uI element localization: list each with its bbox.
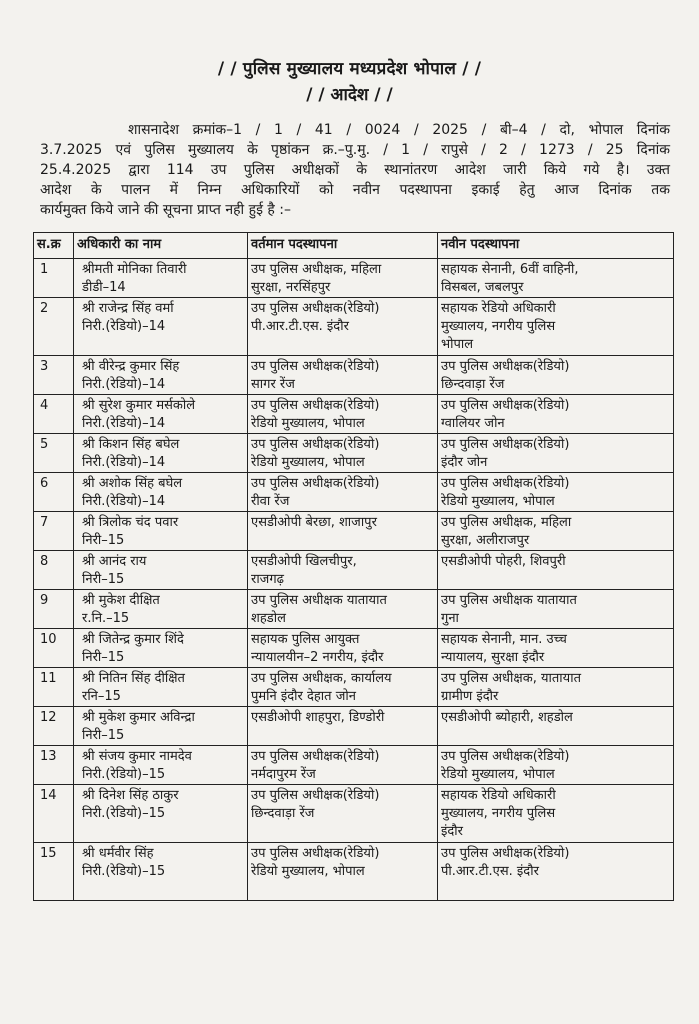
cell-new-posting <box>438 590 674 629</box>
cell-line: निरी.(रेडियो)–14 <box>82 377 166 392</box>
cell-line: एसडीओपी बेरछा, शाजापुर <box>251 515 377 530</box>
cell-line: सुरक्षा, नरसिंहपुर <box>251 280 331 295</box>
cell-line: इंदौर जोन <box>441 455 488 470</box>
cell-line: श्री किशन सिंह बघेल <box>82 437 180 452</box>
cell-line: उप पुलिस अधीक्षक(रेडियो) <box>251 749 380 764</box>
cell-new-posting <box>438 668 674 707</box>
cell-line: रेडियो मुख्यालय, भोपाल <box>251 455 365 470</box>
cell-line: एसडीओपी शाहपुरा, डिण्डोरी <box>251 710 385 725</box>
paragraph-line: आदेश के पालन में निम्न अधिकारियों को नवीन पदस्थापना इकाई हेतु आज दिनांक तक <box>40 182 670 198</box>
cell-line: श्री अशोक सिंह बघेल <box>82 476 183 491</box>
cell-line: मुख्यालय, नगरीय पुलिस <box>441 806 556 821</box>
cell-line: उप पुलिस अधीक्षक, महिला <box>251 262 382 277</box>
table-row <box>34 707 674 746</box>
cell-sno: 5 <box>34 434 74 473</box>
cell-line: पी.आर.टी.एस. इंदौर <box>251 319 349 334</box>
cell-officer-name <box>74 356 248 395</box>
cell-new-posting <box>438 843 674 901</box>
cell-new-posting <box>438 356 674 395</box>
table-row <box>34 512 674 551</box>
paragraph-line: 3.7.2025 एवं पुलिस मुख्यालय के पृष्ठांकन क्र.–पु.मु. / 1 / रापुसे / 2 / 1273 / 25 दिनांक <box>40 142 670 158</box>
cell-line: निरी–15 <box>82 533 125 548</box>
cell-line: श्री राजेन्द्र सिंह वर्मा <box>82 301 174 316</box>
cell-line: पुमनि इंदौर देहात जोन <box>251 689 356 704</box>
cell-line: मुख्यालय, नगरीय पुलिस <box>441 319 556 334</box>
cell-sno: 14 <box>34 785 74 843</box>
cell-new-posting <box>438 785 674 843</box>
cell-line: निरी.(रेडियो)–14 <box>82 455 166 470</box>
cell-new-posting <box>438 629 674 668</box>
order-heading: / / आदेश / / <box>306 85 393 105</box>
cell-line: निरी.(रेडियो)–14 <box>82 494 166 509</box>
cell-line: निरी.(रेडियो)–15 <box>82 767 166 782</box>
cell-officer-name <box>74 298 248 356</box>
cell-new-posting <box>438 512 674 551</box>
cell-line: सहायक रेडियो अधिकारी <box>441 788 556 803</box>
cell-officer-name <box>74 473 248 512</box>
cell-line: उप पुलिस अधीक्षक, यातायात <box>441 671 581 686</box>
cell-line: छिन्दवाड़ा रेंज <box>251 806 315 821</box>
cell-line: श्री संजय कुमार नामदेव <box>82 749 192 764</box>
table-row <box>34 551 674 590</box>
cell-line: श्री मुकेश दीक्षित <box>82 593 160 608</box>
cell-current-posting <box>248 551 438 590</box>
cell-current-posting <box>248 298 438 356</box>
cell-line: उप पुलिस अधीक्षक यातायात <box>251 593 387 608</box>
cell-line: उप पुलिस अधीक्षक(रेडियो) <box>251 476 380 491</box>
cell-line: शहडोल <box>251 611 286 626</box>
cell-line: रीवा रेंज <box>251 494 290 509</box>
cell-officer-name <box>74 590 248 629</box>
cell-line: डीडी–14 <box>82 280 126 295</box>
cell-line: ग्वालियर जोन <box>441 416 505 431</box>
cell-line: निरी–15 <box>82 728 125 743</box>
cell-line: सुरक्षा, अलीराजपुर <box>441 533 530 548</box>
cell-line: उप पुलिस अधीक्षक(रेडियो) <box>441 749 570 764</box>
cell-line: नर्मदापुरम रेंज <box>251 767 316 782</box>
cell-line: उप पुलिस अधीक्षक(रेडियो) <box>441 398 570 413</box>
cell-sno: 2 <box>34 298 74 356</box>
cell-officer-name <box>74 512 248 551</box>
cell-line: निरी.(रेडियो)–15 <box>82 864 166 879</box>
cell-current-posting <box>248 843 438 901</box>
cell-line: सागर रेंज <box>251 377 295 392</box>
cell-new-posting <box>438 473 674 512</box>
cell-new-posting <box>438 551 674 590</box>
cell-sno: 8 <box>34 551 74 590</box>
cell-line: निरी–15 <box>82 650 125 665</box>
cell-line: उप पुलिस अधीक्षक(रेडियो) <box>251 788 380 803</box>
cell-line: विसबल, जबलपुर <box>441 280 524 295</box>
cell-line: उप पुलिस अधीक्षक(रेडियो) <box>441 846 570 861</box>
cell-sno: 7 <box>34 512 74 551</box>
cell-current-posting <box>248 746 438 785</box>
header-sno: स.क्र <box>34 233 74 259</box>
header-officer-name: अधिकारी का नाम <box>74 233 248 259</box>
cell-line: एसडीओपी पोहरी, शिवपुरी <box>441 554 566 569</box>
cell-line: सहायक रेडियो अधिकारी <box>441 301 556 316</box>
cell-new-posting <box>438 395 674 434</box>
cell-new-posting <box>438 259 674 298</box>
cell-officer-name <box>74 785 248 843</box>
table-header-row <box>34 233 674 259</box>
cell-officer-name <box>74 668 248 707</box>
officers-table <box>33 232 674 901</box>
cell-line: निरी–15 <box>82 572 125 587</box>
cell-sno: 13 <box>34 746 74 785</box>
cell-officer-name <box>74 707 248 746</box>
cell-line: गुना <box>441 611 459 626</box>
cell-current-posting <box>248 590 438 629</box>
cell-line: उप पुलिस अधीक्षक(रेडियो) <box>441 359 570 374</box>
cell-current-posting <box>248 259 438 298</box>
cell-sno: 12 <box>34 707 74 746</box>
table-row <box>34 434 674 473</box>
cell-line: रेडियो मुख्यालय, भोपाल <box>441 494 555 509</box>
cell-line: श्री मुकेश कुमार अविन्द्रा <box>82 710 195 725</box>
cell-new-posting <box>438 746 674 785</box>
cell-current-posting <box>248 668 438 707</box>
cell-new-posting <box>438 707 674 746</box>
cell-line: न्यायालय, सुरक्षा इंदौर <box>441 650 545 665</box>
cell-line: भोपाल <box>441 337 474 352</box>
cell-officer-name <box>74 434 248 473</box>
cell-line: न्यायालयीन–2 नगरीय, इंदौर <box>251 650 384 665</box>
cell-line: एसडीओपी ब्योहारी, शहडोल <box>441 710 573 725</box>
table-row <box>34 298 674 356</box>
cell-line: उप पुलिस अधीक्षक(रेडियो) <box>251 359 380 374</box>
cell-line: निरी.(रेडियो)–14 <box>82 319 166 334</box>
cell-current-posting <box>248 395 438 434</box>
cell-line: निरी.(रेडियो)–14 <box>82 416 166 431</box>
cell-sno: 4 <box>34 395 74 434</box>
cell-line: रेडियो मुख्यालय, भोपाल <box>251 864 365 879</box>
table-row <box>34 629 674 668</box>
cell-line: सहायक पुलिस आयुक्त <box>251 632 360 647</box>
cell-line: सहायक सेनानी, 6वीं वाहिनी, <box>441 262 579 277</box>
cell-officer-name <box>74 746 248 785</box>
cell-new-posting <box>438 298 674 356</box>
cell-line: रेडियो मुख्यालय, भोपाल <box>441 767 555 782</box>
cell-line: उप पुलिस अधीक्षक, कार्यालय <box>251 671 392 686</box>
cell-line: रनि–15 <box>82 689 121 704</box>
cell-line: उप पुलिस अधीक्षक(रेडियो) <box>251 846 380 861</box>
order-paragraph <box>40 120 670 220</box>
cell-line: उप पुलिस अधीक्षक(रेडियो) <box>251 398 380 413</box>
table-row <box>34 746 674 785</box>
cell-line: श्रीमती मोनिका तिवारी <box>82 262 187 277</box>
cell-line: उप पुलिस अधीक्षक, महिला <box>441 515 572 530</box>
cell-line: सहायक सेनानी, मान. उच्च <box>441 632 567 647</box>
cell-line: उप पुलिस अधीक्षक(रेडियो) <box>441 437 570 452</box>
cell-line: उप पुलिस अधीक्षक(रेडियो) <box>251 301 380 316</box>
cell-sno: 15 <box>34 843 74 901</box>
cell-line: श्री वीरेन्द्र कुमार सिंह <box>82 359 180 374</box>
table-row <box>34 473 674 512</box>
table-row <box>34 785 674 843</box>
cell-officer-name <box>74 259 248 298</box>
table-row <box>34 668 674 707</box>
cell-line: श्री नितिन सिंह दीक्षित <box>82 671 185 686</box>
cell-officer-name <box>74 843 248 901</box>
cell-sno: 6 <box>34 473 74 512</box>
cell-sno: 3 <box>34 356 74 395</box>
cell-line: इंदौर <box>441 824 463 839</box>
cell-current-posting <box>248 707 438 746</box>
cell-sno: 9 <box>34 590 74 629</box>
cell-line: ग्रामीण इंदौर <box>441 689 499 704</box>
cell-line: पी.आर.टी.एस. इंदौर <box>441 864 539 879</box>
cell-current-posting <box>248 473 438 512</box>
header-current-posting: वर्तमान पदस्थापना <box>248 233 438 259</box>
paragraph-line: कार्यमुक्त किये जाने की सूचना प्राप्त नही हुई है :– <box>40 202 291 218</box>
paragraph-line: शासनादेश क्रमांक–1 / 1 / 41 / 0024 / 2025 / बी–4 / दो, भोपाल दिनांक <box>128 122 670 138</box>
cell-line: निरी.(रेडियो)–15 <box>82 806 166 821</box>
cell-current-posting <box>248 629 438 668</box>
cell-line: एसडीओपी खिलचीपुर, <box>251 554 357 569</box>
cell-line: श्री सुरेश कुमार मर्सकोले <box>82 398 196 413</box>
table-row <box>34 395 674 434</box>
cell-line: श्री त्रिलोक चंद पवार <box>82 515 179 530</box>
cell-current-posting <box>248 785 438 843</box>
cell-line: श्री दिनेश सिंह ठाकुर <box>82 788 179 803</box>
office-title: / / पुलिस मुख्यालय मध्यप्रदेश भोपाल / / <box>217 59 482 79</box>
cell-current-posting <box>248 512 438 551</box>
cell-line: राजगढ़ <box>251 572 284 587</box>
cell-line: र.नि.–15 <box>82 611 130 626</box>
cell-current-posting <box>248 434 438 473</box>
cell-line: उप पुलिस अधीक्षक(रेडियो) <box>251 437 380 452</box>
cell-officer-name <box>74 551 248 590</box>
cell-line: श्री धर्मवीर सिंह <box>82 846 154 861</box>
cell-sno: 11 <box>34 668 74 707</box>
cell-sno: 10 <box>34 629 74 668</box>
cell-officer-name <box>74 395 248 434</box>
header-new-posting: नवीन पदस्थापना <box>438 233 674 259</box>
cell-sno: 1 <box>34 259 74 298</box>
table-row <box>34 259 674 298</box>
table-row <box>34 590 674 629</box>
cell-new-posting <box>438 434 674 473</box>
table-row <box>34 843 674 901</box>
cell-line: उप पुलिस अधीक्षक यातायात <box>441 593 577 608</box>
cell-line: छिन्दवाड़ा रेंज <box>441 377 505 392</box>
cell-line: रेडियो मुख्यालय, भोपाल <box>251 416 365 431</box>
cell-line: श्री आनंद राय <box>82 554 147 569</box>
paragraph-line: 25.4.2025 द्वारा 114 उप पुलिस अधीक्षकों के स्थानांतरण आदेश जारी किये गये है। उक्त <box>40 162 670 178</box>
cell-line: श्री जितेन्द्र कुमार शिंदे <box>82 632 184 647</box>
cell-line: उप पुलिस अधीक्षक(रेडियो) <box>441 476 570 491</box>
cell-current-posting <box>248 356 438 395</box>
table-row <box>34 356 674 395</box>
cell-officer-name <box>74 629 248 668</box>
table-body <box>34 259 674 901</box>
